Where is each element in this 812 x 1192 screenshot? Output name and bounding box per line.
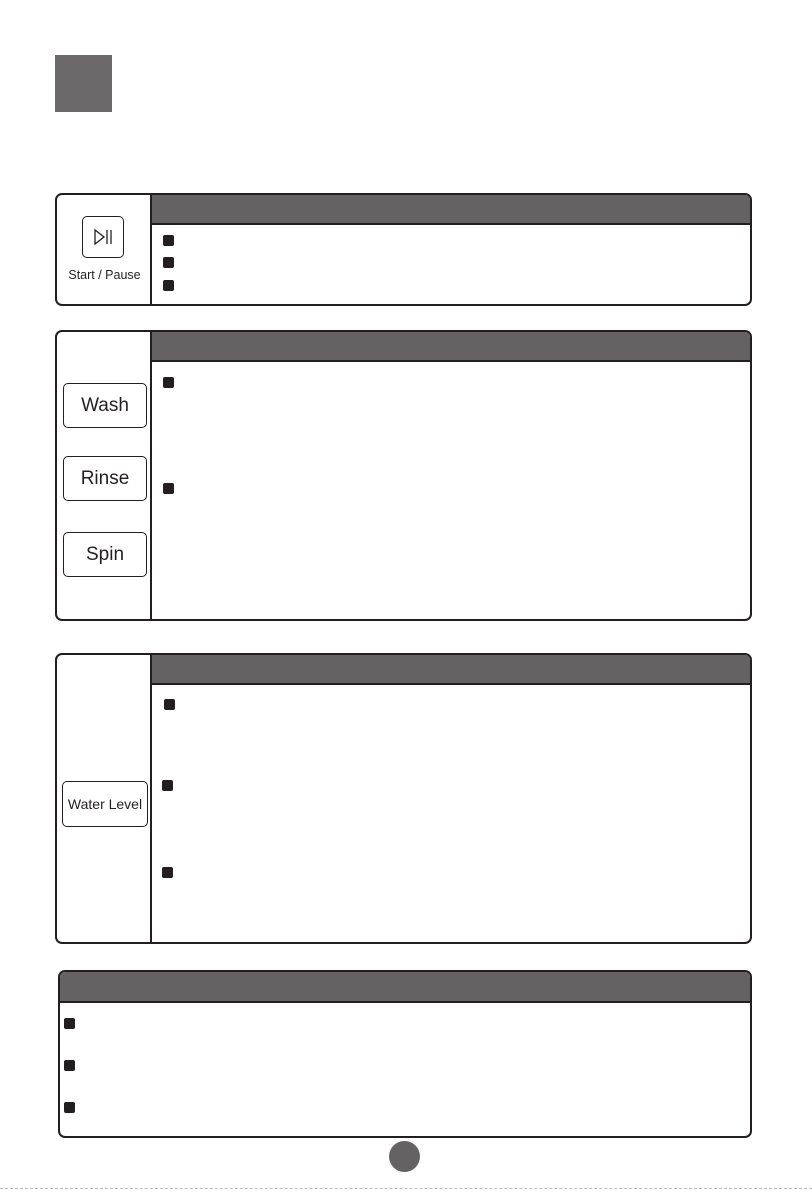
start-pause-caption: Start / Pause xyxy=(68,268,141,282)
notes-panel xyxy=(58,970,752,1138)
trim-line xyxy=(0,1188,812,1189)
water-level-label: Water Level xyxy=(67,796,143,812)
spin-label: Spin xyxy=(85,543,125,565)
bullet xyxy=(64,1018,75,1029)
program-panel xyxy=(55,330,752,621)
section-marker xyxy=(55,55,112,112)
bullet xyxy=(164,699,175,710)
start-pause-panel xyxy=(55,193,752,306)
water-level-button[interactable] xyxy=(62,781,148,827)
bullet xyxy=(64,1102,75,1113)
bullet xyxy=(162,867,173,878)
start-pause-button[interactable] xyxy=(82,216,124,258)
wash-button[interactable] xyxy=(63,383,147,428)
water-level-panel xyxy=(55,653,752,944)
wash-label: Wash xyxy=(81,394,129,416)
water-level-header-bar xyxy=(152,655,750,685)
play-pause-icon xyxy=(93,228,113,246)
program-header-bar xyxy=(152,332,750,362)
bullet xyxy=(163,257,174,268)
page-number-dot xyxy=(389,1141,420,1172)
rinse-label: Rinse xyxy=(80,467,130,489)
bullet xyxy=(163,377,174,388)
rinse-button[interactable] xyxy=(63,456,147,501)
spin-button[interactable] xyxy=(63,532,147,577)
bullet xyxy=(163,483,174,494)
bullet xyxy=(64,1060,75,1071)
bullet xyxy=(163,280,174,291)
bullet xyxy=(163,235,174,246)
bullet xyxy=(162,780,173,791)
start-pause-header-bar xyxy=(152,195,750,225)
notes-header-bar xyxy=(60,972,750,1003)
